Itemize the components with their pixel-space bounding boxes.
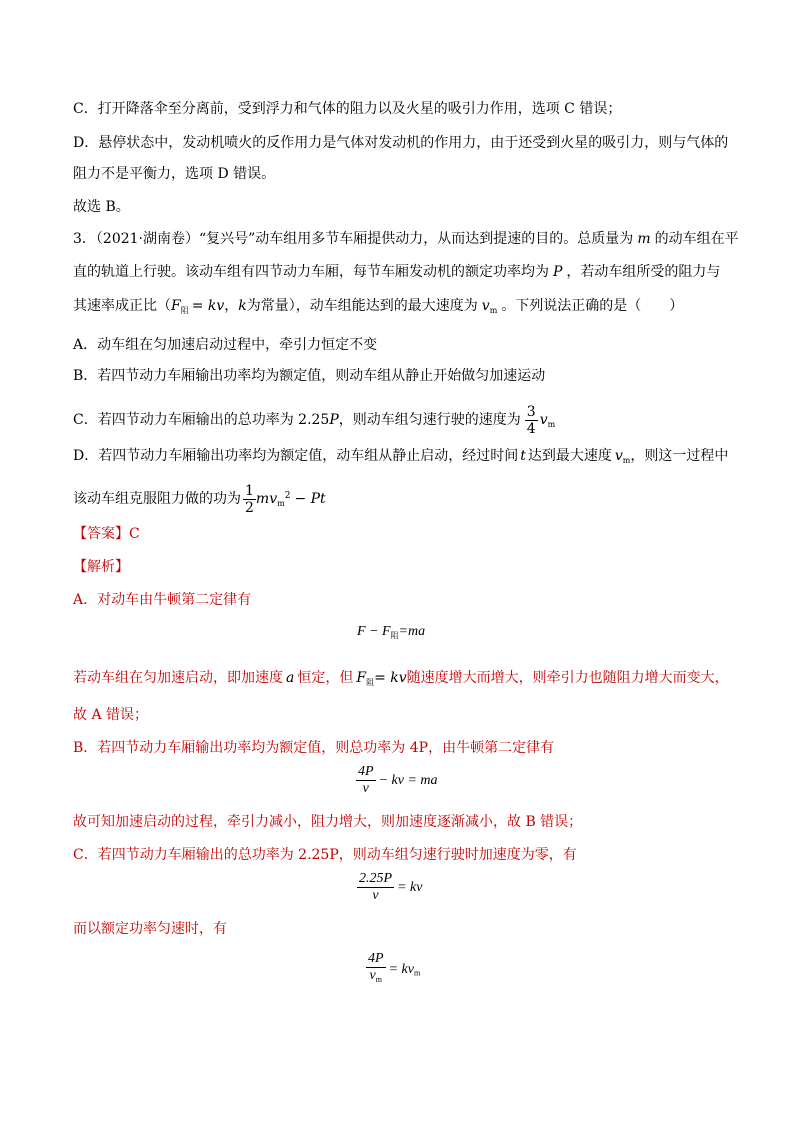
- fraction-denominator: 2: [245, 499, 254, 516]
- question-line-2: [73, 262, 720, 282]
- equation-newton-b: [356, 764, 438, 797]
- fraction-numerator: 2.25P: [359, 871, 393, 886]
- option-text: D．若四节动力车厢输出功率均为额定值，动车组从静止启动，经过时间: [73, 448, 519, 464]
- subscript-zu: 阻: [366, 678, 375, 687]
- subscript-zu: 阻: [180, 306, 189, 315]
- subscript-m: m: [547, 420, 556, 429]
- solution-a-line-3: 故 A 错误；: [73, 707, 149, 723]
- fraction-three-quarters: [525, 404, 538, 437]
- fraction-denominator: v: [372, 888, 379, 903]
- question-text: ，: [224, 298, 239, 314]
- option-d-line-2: [73, 478, 326, 522]
- subscript-m: m: [375, 975, 382, 984]
- fraction-denominator: 4: [526, 420, 536, 437]
- solution-c-line-2: 而以额定功率匀速时，有: [73, 921, 227, 937]
- equation-rated-power: [366, 951, 420, 988]
- formula-kv: = kv: [191, 298, 225, 314]
- equation-rhs: =ma: [398, 624, 426, 639]
- prev-conclusion: 故选 B。: [73, 199, 130, 215]
- equation-225p: [357, 871, 422, 904]
- formula-minus-pt: − Pt: [294, 491, 326, 507]
- symbol-P: P: [329, 412, 339, 428]
- question-text: 3．（2021·湖南卷）“复兴号”动车组用多节车厢提供动力，从而达到提速的目的。总质量为: [73, 231, 634, 247]
- equation-rhs: = kv: [388, 961, 414, 977]
- fraction-numerator: 4P: [368, 951, 384, 966]
- question-text: 为常量），动车组能达到的最大速度为: [246, 298, 478, 314]
- option-d-prev-line1: D．悬停状态中，发动机喷火的反作用力是气体对发动机的作用力，由于还受到火星的吸引力，则与气体的: [73, 135, 729, 151]
- symbol-k: k: [238, 298, 247, 314]
- symbol-t: t: [520, 448, 526, 464]
- answer-label: 【答案】C: [73, 526, 140, 542]
- solution-c-line-1: C．若四节动力车厢输出的总功率为 2.25P，则动车组匀速行驶时加速度为零，有: [73, 847, 577, 863]
- fraction-numerator: 1: [245, 482, 254, 499]
- superscript-2: 2: [284, 491, 291, 501]
- option-text: ，则动车组匀速行驶的速度为: [338, 412, 521, 428]
- solution-a-line-2: [73, 668, 729, 693]
- option-a: A．动车组在匀加速启动过程中，牵引力恒定不变: [73, 337, 378, 353]
- option-c-prev: C．打开降落伞至分离前，受到浮力和气体的阻力以及火星的吸引力作用，选项 C 错误；: [73, 101, 622, 117]
- fraction-denominator: [366, 968, 386, 988]
- symbol-mv: mv: [255, 491, 278, 507]
- subscript-m: m: [489, 306, 498, 315]
- solution-text: 随速度增大而增大，则牵引力也随阻力增大而变大，: [406, 670, 729, 686]
- question-line-3: [73, 296, 683, 321]
- formula-kv: = kv: [374, 670, 407, 686]
- subscript-m: m: [622, 456, 631, 465]
- symbol-m: m: [637, 231, 651, 247]
- fraction-225p-over-v: [357, 871, 394, 904]
- option-text: 该动车组克服阻力做的功为: [73, 491, 241, 507]
- option-text: 达到最大速度: [527, 448, 612, 464]
- solution-text: 恒定，但: [297, 670, 354, 686]
- question-text: 其速率成正比（: [73, 298, 171, 314]
- symbol-a: a: [286, 670, 295, 686]
- fraction-4p-over-vm: [366, 951, 386, 988]
- subscript-m: m: [413, 968, 421, 978]
- question-text: 。下列说法正确的是（ ）: [501, 298, 684, 314]
- subscript-m: m: [277, 499, 285, 508]
- subscript-zu: 阻: [390, 631, 399, 640]
- fraction-half: [243, 483, 256, 516]
- equation-rhs: − kv = ma: [378, 772, 438, 788]
- solution-b-line-2: 故可知加速启动的过程，牵引力减小，阻力增大，则加速度逐渐减小，故 B 错误；: [73, 814, 583, 830]
- equation-rhs: = kv: [397, 879, 423, 895]
- option-d-line-1: [73, 446, 728, 471]
- symbol-v: v: [614, 448, 623, 464]
- question-line-1: [73, 229, 739, 249]
- symbol-v: v: [539, 412, 548, 428]
- symbol-P: P: [553, 264, 563, 280]
- analysis-label: 【解析】: [73, 559, 129, 575]
- fraction-denominator: v: [362, 781, 369, 796]
- fraction-4p-over-v: [356, 764, 376, 797]
- option-d-prev-line2: 阻力不是平衡力，选项 D 错误。: [73, 166, 276, 182]
- option-text: ，则这一过程中: [630, 448, 729, 464]
- question-text: 直的轨道上行驶。该动车组有四节动力车厢，每节车厢发动机的额定功率均为: [73, 264, 549, 280]
- fraction-numerator: 3: [526, 403, 536, 420]
- solution-text: 若动车组在匀加速启动，即加速度: [73, 670, 283, 686]
- question-text: ，若动车组所受的阻力与: [566, 264, 721, 280]
- solution-b-line-1: B．若四节动力车厢输出功率均为额定值，则总功率为 4P，由牛顿第二定律有: [73, 740, 555, 756]
- symbol-F: F: [356, 670, 367, 686]
- fraction-numerator: 4P: [358, 764, 374, 779]
- equation-lhs: F − F: [357, 624, 391, 639]
- symbol-F: F: [171, 298, 181, 314]
- question-text: 的动车组在平: [654, 231, 739, 247]
- solution-a-line-1: A．对动车由牛顿第二定律有: [73, 592, 252, 608]
- option-b: B．若四节动力车厢输出功率均为额定值，则动车组从静止开始做匀加速运动: [73, 368, 546, 384]
- option-text: C．若四节动力车厢输出的总功率为 2.25: [73, 412, 330, 428]
- option-c: [73, 402, 555, 443]
- equation-newton-a: [357, 624, 425, 641]
- symbol-v: v: [369, 968, 376, 983]
- symbol-v: v: [481, 298, 490, 314]
